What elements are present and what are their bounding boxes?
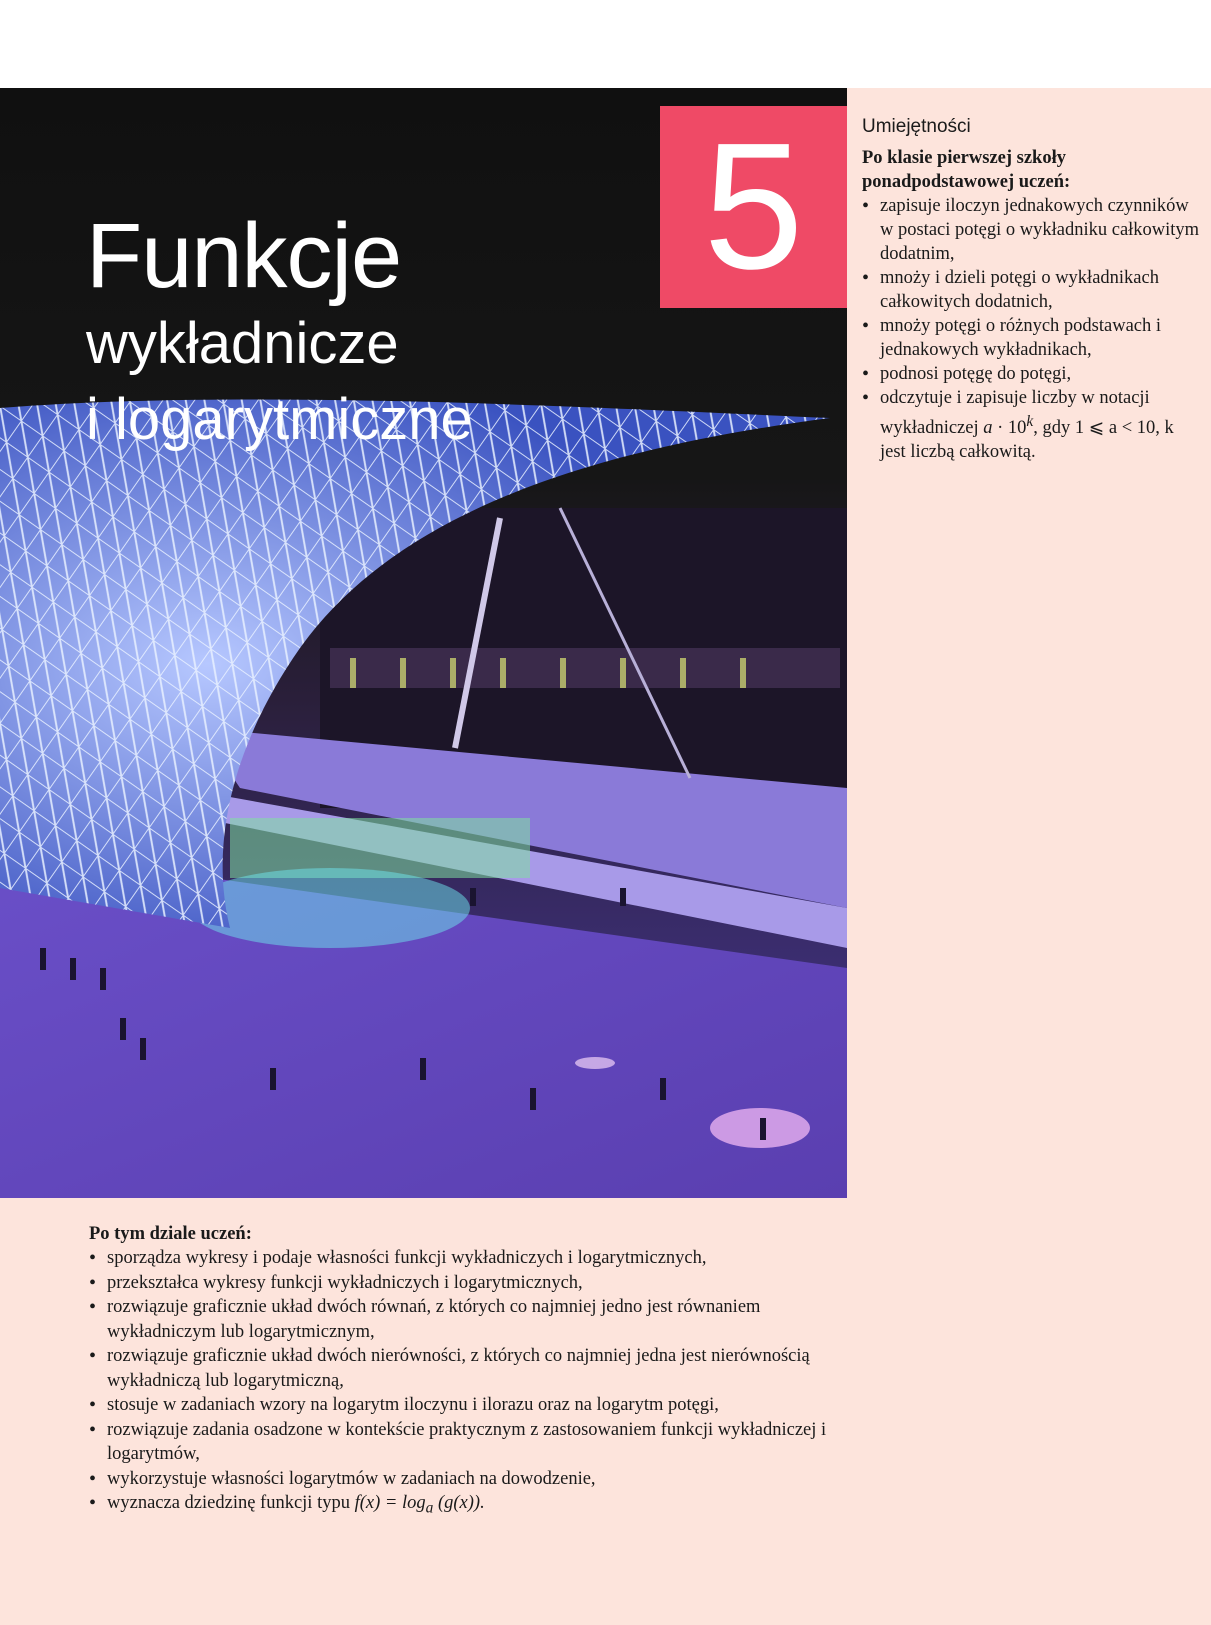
chapter-number: 5 bbox=[703, 106, 804, 307]
list-item: • rozwiązuje zadania osadzone w kontekście praktycznym z zastosowaniem funkcji wykładniczej i logarytmów, bbox=[89, 1418, 829, 1467]
outcomes-list bbox=[89, 1246, 829, 1521]
list-item: • rozwiązuje graficznie układ dwóch nierówności, z których co najmniej jedna jest nierównością wykładniczą lub logarytmiczną, bbox=[89, 1344, 829, 1393]
formula-condition: , gdy 1 ⩽ a < 10, k jest liczbą całkowitą. bbox=[880, 418, 1174, 463]
formula-log: f(x) = log bbox=[354, 1493, 426, 1513]
list-item: • wykorzystuje własności logarytmów w zadaniach na dowodzenie, bbox=[89, 1467, 829, 1492]
list-item bbox=[862, 386, 1202, 464]
list-item: • stosuje w zadaniach wzory na logarytm iloczynu i ilorazu oraz na logarytm potęgi, bbox=[89, 1393, 829, 1418]
skill-text: odczytuje i zapisuje liczby w notacji wykładniczej bbox=[880, 388, 1150, 439]
formula-power-base: · 10 bbox=[992, 418, 1027, 439]
skills-lead: Po klasie pierwszej szkoły ponadpodstawowej uczeń: bbox=[862, 148, 1071, 192]
outcomes-lead: Po tym dziale uczeń: bbox=[89, 1224, 252, 1244]
formula-log-base: a bbox=[425, 1499, 434, 1517]
formula-exponent: k bbox=[1026, 413, 1034, 430]
list-item: • zapisuje iloczyn jednakowych czynników w postaci potęgi o wykładniku całkowitym dodatnim, bbox=[862, 194, 1202, 266]
learning-outcomes bbox=[89, 1222, 829, 1521]
chapter-number-badge bbox=[660, 106, 847, 308]
list-item bbox=[89, 1491, 829, 1521]
outcome-text: wyznacza dziedzinę funkcji typu bbox=[107, 1493, 350, 1513]
chapter-title bbox=[86, 206, 473, 458]
chapter-title-line3: i logarytmiczne bbox=[86, 387, 473, 452]
formula-log-argument: (g(x)). bbox=[433, 1493, 485, 1513]
list-item: • mnoży i dzieli potęgi o wykładnikach całkowitych dodatnich, bbox=[862, 266, 1202, 314]
list-item: • przekształca wykresy funkcji wykładniczych i logarytmicznych, bbox=[89, 1271, 829, 1296]
list-item: • podnosi potęgę do potęgi, bbox=[862, 362, 1202, 386]
skills-heading: Umiejętności bbox=[862, 116, 971, 137]
formula-a: a bbox=[983, 418, 993, 439]
prerequisite-skills-panel bbox=[862, 116, 1202, 464]
skills-list bbox=[862, 194, 1202, 464]
list-item: • rozwiązuje graficznie układ dwóch równań, z których co najmniej jedno jest równaniem wykładniczym lub logarytmicznym, bbox=[89, 1295, 829, 1344]
chapter-title-main: Funkcje bbox=[86, 205, 402, 307]
list-item: • sporządza wykresy i podaje własności funkcji wykładniczych i logarytmicznych, bbox=[89, 1246, 829, 1271]
list-item: • mnoży potęgi o różnych podstawach i jednakowych wykładnikach, bbox=[862, 314, 1202, 362]
chapter-title-line2: wykładnicze bbox=[86, 311, 399, 376]
